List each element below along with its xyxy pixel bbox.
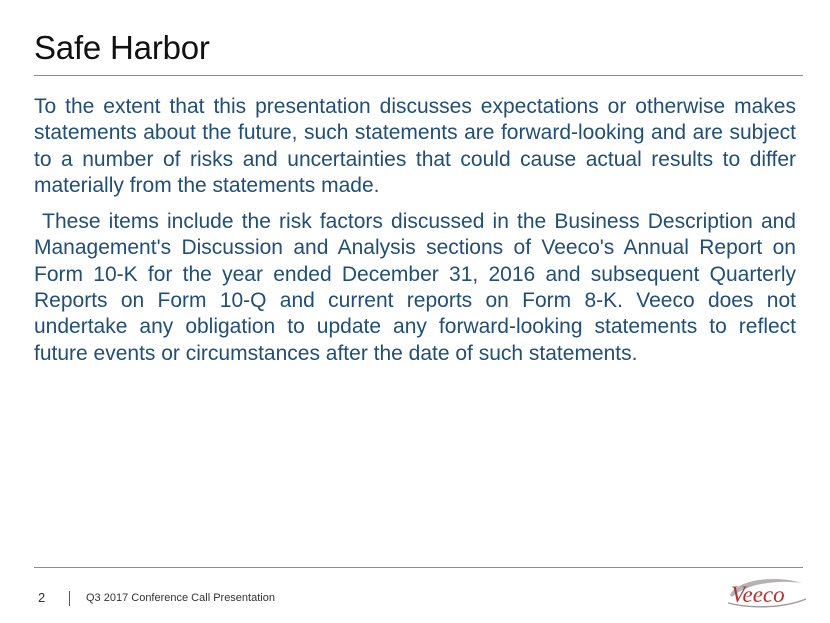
slide-body bbox=[34, 94, 802, 367]
title-divider bbox=[34, 75, 803, 76]
body-paragraph: To the extent that this presentation discusses expectations or otherwise makes statements about the future, such statements are forward-looking and are subject to a number of risks and uncertainties that could cause actual results to differ materially from the statements made. bbox=[34, 95, 796, 197]
footer-divider bbox=[34, 567, 803, 568]
page-number: 2 bbox=[38, 590, 46, 605]
body-paragraph: These items include the risk factors discussed in the Business Description and Management's Discussion and Analysis sections of Veeco's Annual Report on Form 10-K for the year ended December 31, 2016 and subsequent Quarterly Reports on Form 10-Q and current reports on Form 8-K. Veeco does not undertake any obligation to update any forward-looking statements to reflect future events or circumstances after the date of such statements. bbox=[34, 210, 802, 365]
slide-title: Safe Harbor bbox=[34, 29, 210, 66]
footer-presentation-title: Q3 2017 Conference Call Presentation bbox=[86, 592, 275, 604]
logo-text: Veeco bbox=[731, 582, 785, 607]
footer-separator bbox=[69, 591, 70, 606]
veeco-logo bbox=[722, 573, 808, 611]
